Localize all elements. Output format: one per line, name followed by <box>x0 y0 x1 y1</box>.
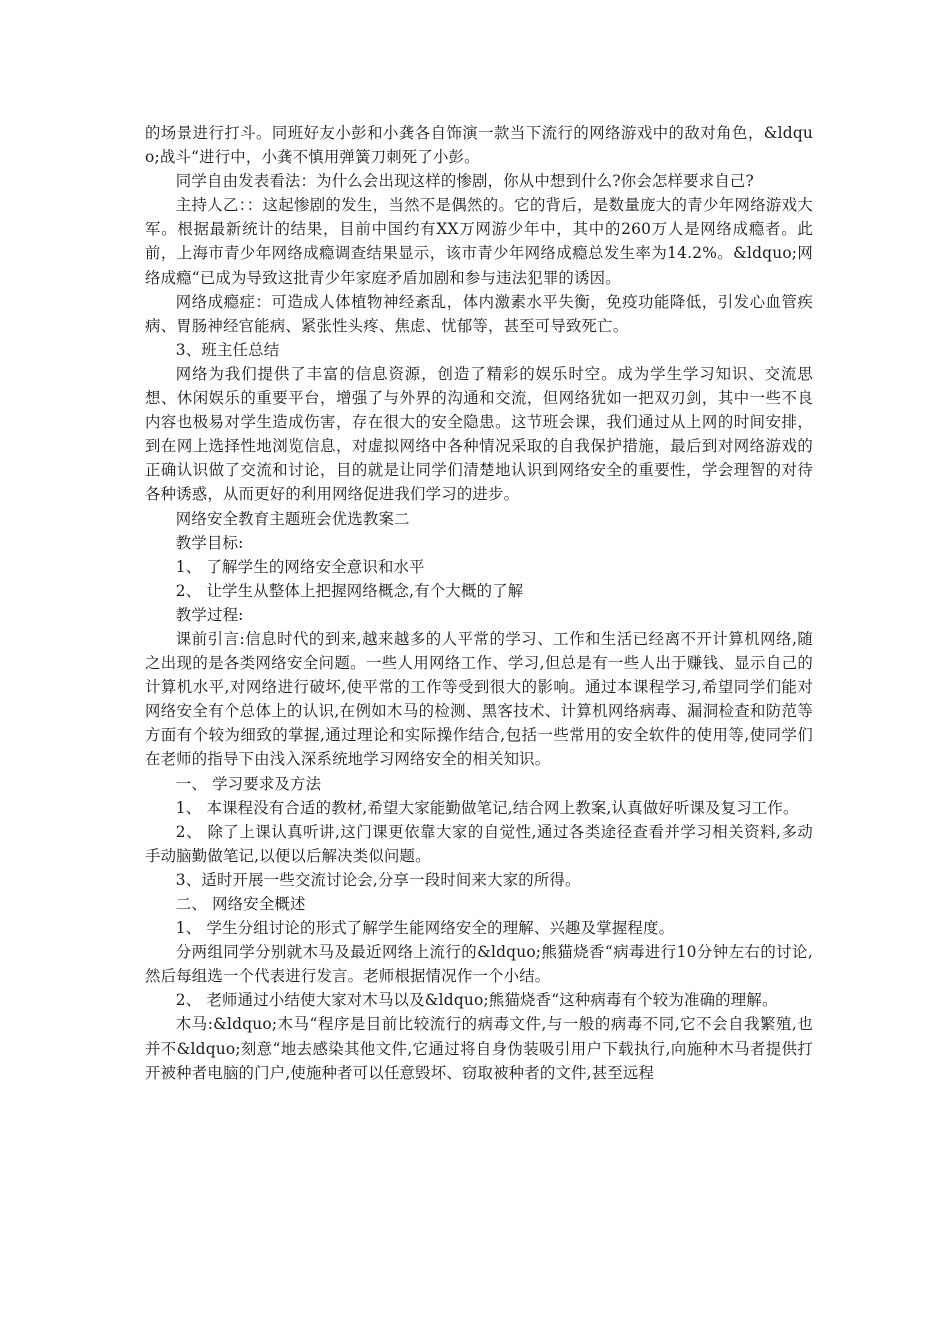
section-heading: 二、 网络安全概述 <box>175 895 306 913</box>
list-item: 1、 学生分组讨论的形式了解学生能网络安全的理解、兴趣及掌握程度。 <box>175 919 675 938</box>
paragraph: 主持人乙：：这起惨剧的发生，当然不是偶然的。它的背后，是数量庞大的青少年网络游戏大军。根据最新统计的结果，目前中国约有XX万网游少年中，其中的260万人是网络成瘾者。此前，上海市青少年网络成瘾调查结果显示，该市青少年网络成瘾总发生率为14.2%。&ldquo;网络成瘾“已成为导致这批青少年家庭矛盾加剧和参与违法犯罪的诱因。 <box>145 196 813 287</box>
paragraph: 课前引言:信息时代的到来,越来越多的人平常的学习、工作和生活已经离不开计算机网络,随之出现的是各类网络安全问题。一些人用网络工作、学习,但总是有一些人出于赚钱、显示自己的计算机水平,对网络进行破坏,使平常的工作等受到很大的影响。通过本课程学习,希望同学们能对网络安全有个总体上的认识,在例如木马的检测、黑客技术、计算机网络病毒、漏洞检查和防范等方面有个较为细致的掌握,通过理论和实际操作结合,包括一些常用的安全软件的使用等,使同学们在老师的指导下由浅入深系统地学习网络安全的相关知识。 <box>145 629 813 769</box>
list-item: 1、 本课程没有合适的教材,希望大家能勤做笔记,结合网上教案,认真做好听课及复习工作。 <box>175 798 799 817</box>
paragraph: 网络成瘾症：可造成人体植物神经紊乱，体内激素水平失衡，免疫功能降低，引发心血管疾病、胃肠神经官能病、紧张性头疼、焦虑、忧郁等，甚至可导致死亡。 <box>145 292 813 335</box>
list-item: 2、 老师通过小结使大家对木马以及&ldquo;熊猫烧香“这种病毒有个较为准确的理解。 <box>175 991 778 1010</box>
list-item: 2、 除了上课认真听讲,这门课更依靠大家的自觉性,通过各类途径查看并学习相关资料,多动手动脑勤做笔记,以便以后解决类似问题。 <box>145 822 813 865</box>
paragraph: 木马:&ldquo;木马“程序是目前比较流行的病毒文件,与一般的病毒不同,它不会自我繁殖,也并不&ldquo;刻意“地去感染其他文件,它通过将自身伪装吸引用户下载执行,向施种木马者提供打开被种者电脑的门户,使施种者可以任意毁坏、窃取被种者的文件,甚至远程 <box>145 1015 813 1082</box>
list-item: 3、适时开展一些交流讨论会,分享一段时间来大家的所得。 <box>175 870 581 889</box>
section-heading: 一、 学习要求及方法 <box>175 774 322 793</box>
section-heading: 3、班主任总结 <box>175 340 280 359</box>
paragraph: 同学自由发表看法：为什么会出现这样的惨剧，你从中想到什么?你会怎样要求自己? <box>175 172 754 191</box>
section-heading: 教学目标: <box>175 533 244 552</box>
section-heading: 教学过程: <box>175 605 244 624</box>
document-title: 网络安全教育主题班会优选教案二 <box>175 509 410 528</box>
paragraph: 分两组同学分别就木马及最近网络上流行的&ldquo;熊猫烧香“病毒进行10分钟左右的讨论,然后每组选一个代表进行发言。老师根据情况作一个小结。 <box>145 943 813 986</box>
list-item: 1、 了解学生的网络安全意识和水平 <box>175 557 425 576</box>
list-item: 2、 让学生从整体上把握网络概念,有个大概的了解 <box>175 581 524 600</box>
document-page <box>145 121 813 1085</box>
paragraph: 的场景进行打斗。同班好友小彭和小龚各自饰演一款当下流行的网络游戏中的敌对角色，&ldquo;战斗“进行中，小龚不慎用弹簧刀刺死了小彭。 <box>145 124 813 167</box>
paragraph: 网络为我们提供了丰富的信息资源，创造了精彩的娱乐时空。成为学生学习知识、交流思想、休闲娱乐的重要平台，增强了与外界的沟通和交流，但网络犹如一把双刃剑，其中一些不良内容也极易对学生造成伤害，存在很大的安全隐患。这节班会课，我们通过从上网的时间安排，到在网上选择性地浏览信息，对虚拟网络中各种情况采取的自我保护措施，最后到对网络游戏的正确认识做了交流和讨论，目的就是让同学们清楚地认识到网络安全的重要性，学会理智的对待各种诱惑，从而更好的利用网络促进我们学习的进步。 <box>145 364 813 504</box>
